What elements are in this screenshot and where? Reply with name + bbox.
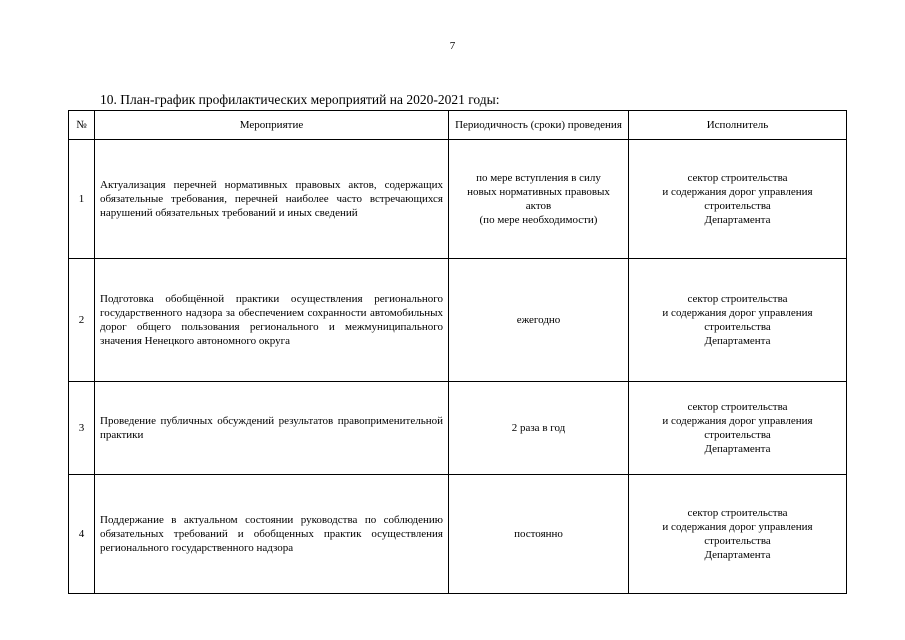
- executor-line: и содержания дорог управления: [662, 521, 813, 533]
- period-line: новых нормативных правовых: [467, 186, 610, 198]
- period-line: 2 раза в год: [511, 422, 566, 434]
- period-line: (по мере необходимости): [479, 214, 598, 226]
- executor-line: Департамента: [704, 214, 771, 226]
- executor-line: строительства: [704, 321, 771, 333]
- executor-line: строительства: [704, 200, 771, 212]
- row-event: Актуализация перечней нормативных правовых актов, содержащих обязательные требования, перечней наиболее часто встречающихся нарушений обязательных требований и иных сведений: [95, 140, 449, 259]
- section-heading: 10. План-график профилактических мероприятий на 2020-2021 годы:: [100, 92, 500, 107]
- row-period: [449, 382, 629, 475]
- header-period: Периодичность (сроки) проведения: [449, 111, 629, 140]
- period-line: по мере вступления в силу: [476, 172, 601, 184]
- executor-line: Департамента: [704, 335, 771, 347]
- executor-line: и содержания дорог управления: [662, 415, 813, 427]
- executor-line: строительства: [704, 429, 771, 441]
- period-line: ежегодно: [516, 314, 561, 326]
- executor-line: и содержания дорог управления: [662, 307, 813, 319]
- row-event: Проведение публичных обсуждений результатов правоприменительной практики: [95, 382, 449, 475]
- row-period: [449, 259, 629, 382]
- executor-line: сектор строительства: [687, 172, 788, 184]
- row-num: 2: [69, 259, 95, 382]
- executor-line: строительства: [704, 535, 771, 547]
- executor-line: сектор строительства: [687, 507, 788, 519]
- row-num: 4: [69, 475, 95, 594]
- row-num: 3: [69, 382, 95, 475]
- row-period: [449, 140, 629, 259]
- row-event: Поддержание в актуальном состоянии руководства по соблюдению обязательных требований и обобщенных практик осуществления регионального государственного надзора: [95, 475, 449, 594]
- table-row: [69, 259, 847, 382]
- row-executor: [629, 259, 847, 382]
- period-line: актов: [525, 200, 552, 212]
- table-row: [69, 382, 847, 475]
- header-num: №: [69, 111, 95, 140]
- row-executor: [629, 475, 847, 594]
- header-event: Мероприятие: [95, 111, 449, 140]
- row-executor: [629, 382, 847, 475]
- page-number: 7: [449, 40, 456, 52]
- executor-line: сектор строительства: [687, 293, 788, 305]
- plan-table: [68, 110, 847, 594]
- row-executor: [629, 140, 847, 259]
- period-line: постоянно: [514, 528, 563, 540]
- executor-line: Департамента: [704, 549, 771, 561]
- row-event: Подготовка обобщённой практики осуществления регионального государственного надзора за обеспечением сохранности автомобильных дорог общего пользования регионального и межмуниципального значения Ненецкого автономного округа: [95, 259, 449, 382]
- header-executor: Исполнитель: [629, 111, 847, 140]
- executor-line: сектор строительства: [687, 401, 788, 413]
- executor-line: Департамента: [704, 443, 771, 455]
- executor-line: и содержания дорог управления: [662, 186, 813, 198]
- row-period: [449, 475, 629, 594]
- table-row: [69, 140, 847, 259]
- table-row: [69, 475, 847, 594]
- table-header-row: [69, 111, 847, 140]
- row-num: 1: [69, 140, 95, 259]
